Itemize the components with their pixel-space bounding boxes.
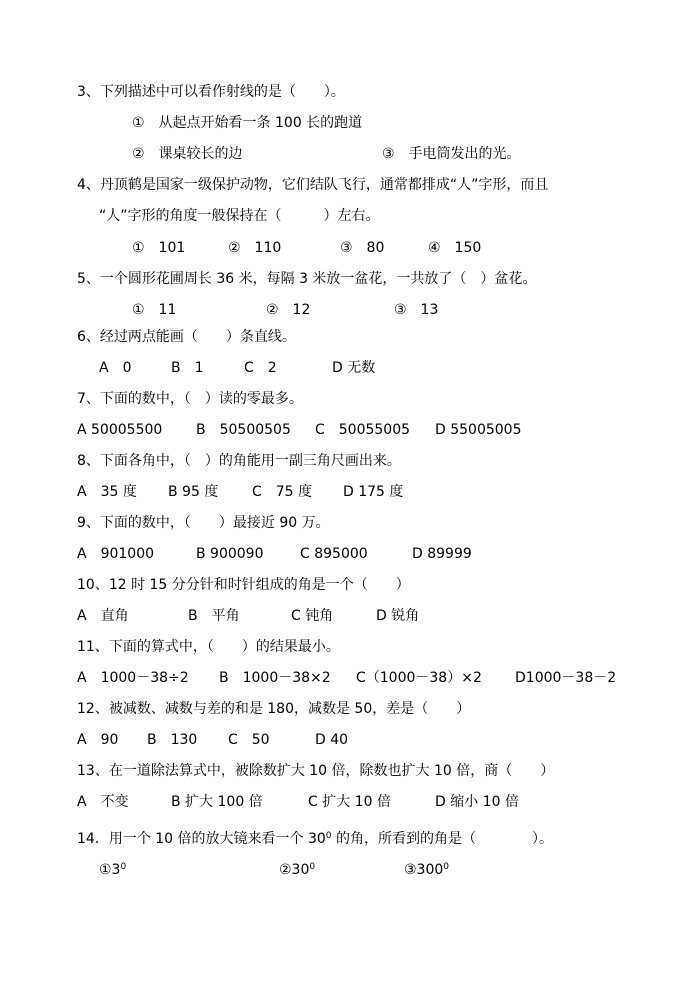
- question-4-option-1: ① 101: [132, 240, 186, 256]
- question-4-option-2: ② 110: [228, 240, 282, 256]
- question-10-option-a: A 直角: [77, 608, 129, 624]
- question-8-stem: 8、下面各角中，（ ）的角能用一副三角尺画出来。: [77, 453, 401, 469]
- question-14-stem-post: 的角，所看到的角是（ ）。: [331, 831, 553, 847]
- question-7-option-c: C 50055005: [315, 422, 411, 438]
- question-11-option-a: A 1000－38÷2: [77, 670, 189, 686]
- question-13-option-a: A 不变: [77, 794, 129, 810]
- question-12-option-b: B 130: [147, 732, 198, 748]
- question-10-stem: 10、12 时 15 分分针和时针组成的角是一个（ ）: [77, 577, 410, 593]
- question-9-option-a: A 901000: [77, 546, 155, 562]
- question-12-stem: 12、被减数、减数与差的和是 180，减数是 50，差是（ ）: [77, 701, 471, 717]
- question-12-option-a: A 90: [77, 732, 119, 748]
- question-11-option-b: B 1000－38×2: [219, 670, 331, 686]
- question-12-option-c: C 50: [228, 732, 270, 748]
- question-5-stem: 5、一个圆形花圃周长 36 米，每隔 3 米放一盆花，一共放了（ ）盆花。: [77, 271, 537, 287]
- question-8-option-a: A 35 度: [77, 484, 137, 500]
- question-13-stem: 13、在一道除法算式中，被除数扩大 10 倍，除数也扩大 10 倍，商（ ）: [77, 763, 555, 779]
- question-7-stem: 7、下面的数中，（ ）读的零最多。: [77, 391, 303, 407]
- question-14-option-1: $①3^0$: [99, 862, 127, 878]
- question-8-option-d: D 175 度: [343, 484, 404, 500]
- question-9-option-d: D 89999: [412, 546, 472, 562]
- question-10-option-c: C 钝角: [291, 608, 334, 624]
- question-5-option-3: ③ 13: [394, 302, 439, 318]
- question-4-option-4: ④ 150: [428, 240, 482, 256]
- question-13-option-d: D 缩小 10 倍: [435, 794, 519, 810]
- question-6-option-d: D 无数: [332, 360, 376, 376]
- question-7-option-a: A 50005500: [77, 422, 163, 438]
- question-6-stem: 6、经过两点能画（ ）条直线。: [77, 329, 296, 345]
- question-9-option-b: B 900090: [196, 546, 264, 562]
- question-6-option-c: C 2: [244, 360, 277, 376]
- question-4-stem-continued: “人”字形的角度一般保持在（ ）左右。: [99, 208, 380, 224]
- question-9-option-c: C 895000: [300, 546, 368, 562]
- question-14-option-2: $②30^0$: [279, 862, 316, 878]
- question-4-stem: 4、丹顶鹤是国家一级保护动物，它们结队飞行，通常都排成“人”字形，而且: [77, 177, 549, 193]
- question-3-option-3: ③ 手电筒发出的光。: [382, 146, 521, 162]
- question-13-option-c: C 扩大 10 倍: [308, 794, 391, 810]
- question-10-option-b: B 平角: [188, 608, 240, 624]
- question-3-option-2: ② 课桌较长的边: [132, 146, 243, 162]
- question-4-option-3: ③ 80: [340, 240, 385, 256]
- question-14-stem-degree: 0: [325, 831, 332, 841]
- question-3-option-1: ① 从起点开始看一条 100 长的跑道: [132, 115, 363, 131]
- question-5-option-2: ② 12: [266, 302, 311, 318]
- question-11-stem: 11、下面的算式中，（ ）的结果最小。: [77, 639, 340, 655]
- question-11-option-d: D1000－38－2: [515, 670, 617, 686]
- question-5-option-1: ① 11: [132, 302, 177, 318]
- question-3-stem: 3、下列描述中可以看作射线的是（ ）。: [77, 84, 345, 100]
- question-7-option-b: B 50500505: [196, 422, 291, 438]
- question-14-stem-pre: 14．用一个 10 倍的放大镜来看一个 30: [77, 831, 326, 847]
- question-10-option-d: D 锐角: [376, 608, 420, 624]
- question-14-stem: [77, 830, 553, 848]
- question-8-option-b: B 95 度: [168, 484, 219, 500]
- question-7-option-d: D 55005005: [435, 422, 522, 438]
- question-13-option-b: B 扩大 100 倍: [171, 794, 263, 810]
- question-14-option-3: $③300^0$: [404, 862, 450, 878]
- question-12-option-d: D 40: [315, 732, 349, 748]
- question-11-option-c: C（1000－38）×2: [356, 670, 482, 686]
- question-6-option-b: B 1: [171, 360, 204, 376]
- question-9-stem: 9、下面的数中，（ ）最接近 90 万。: [77, 515, 330, 531]
- question-8-option-c: C 75 度: [252, 484, 313, 500]
- question-6-option-a: A 0: [99, 360, 132, 376]
